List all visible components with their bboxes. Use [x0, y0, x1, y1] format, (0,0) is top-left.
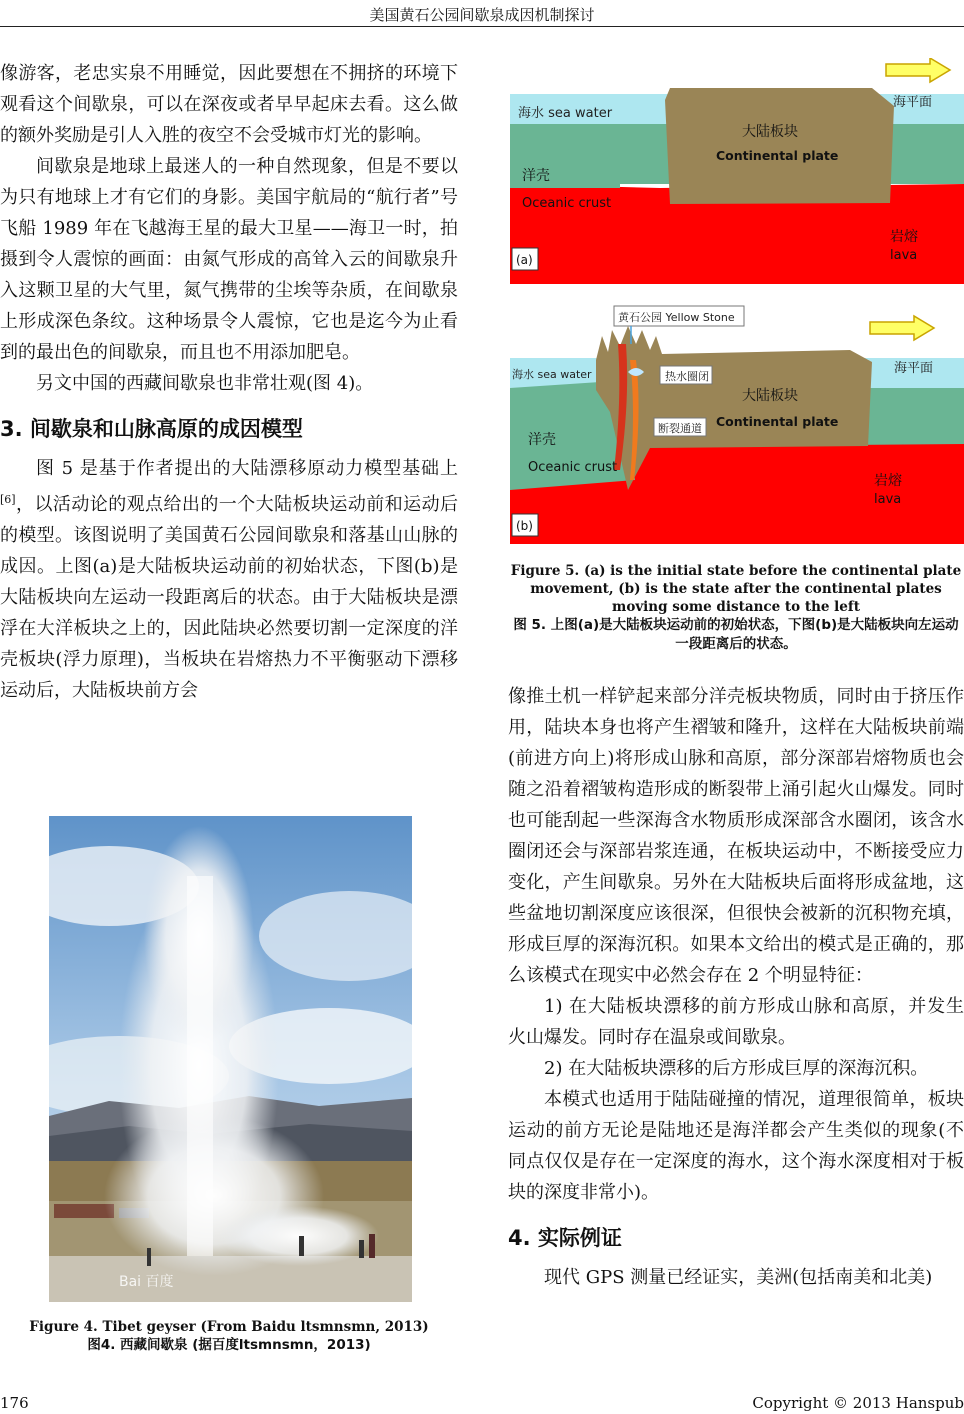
5b-plate-zh-label: 大陆板块 [742, 388, 798, 404]
5b-crust-zh-label: 洋壳 [528, 432, 556, 448]
figure-5-caption [508, 562, 964, 654]
5b-lava-en-label: lava [874, 492, 902, 507]
figure-5a [510, 58, 964, 284]
right-paragraph-1: 像推土机一样铲起来部分洋壳板块物质，同时由于挤压作用，陆块本身也将产生褶皱和隆升，这样在大陆板块前端(前进方向上)将形成山脉和高原，部分深部岩熔物质也会随之沿着褶皱构造形成的断裂带上涌引起火山爆发。同时也可能刮起一些深海含水物质形成深部含水圈闭，该含水圈闭还会与深部岩浆连通，在板块运动中，不断接受应力变化，产生间歇泉。另外在大陆板块后面将形成盆地，这些盆地切割深度应该很深，但很快会被新的沉积物充填，形成巨厚的深海沉积。如果本文给出的模式是正确的，那么该模式在现实中必然会存在 2 个明显特征： [508, 686, 964, 986]
feature-item-2: 2) 在大陆板块漂移的后方形成巨厚的深海沉积。 [544, 1058, 929, 1079]
figure-4-caption [0, 1318, 458, 1355]
photo-watermark: Bai 百度 [119, 1274, 174, 1290]
5a-panel-label: (a) [516, 253, 533, 267]
copyright: Copyright © 2013 Hanspub [752, 1394, 964, 1412]
citation-ref[interactable]: [6] [0, 493, 16, 506]
right-paragraph-3: 现代 GPS 测量已经证实，美洲(包括南美和北美) [544, 1267, 933, 1288]
right-paragraph-2: 本模式也适用于陆陆碰撞的情况，道理很简单，板块运动的前方无论是陆地还是海洋都会产生类似的现象(不同点仅仅是存在一定深度的海水，这个海水深度相对于板块的深度非常小)。 [508, 1089, 964, 1203]
5a-lava-zh-label: 岩熔 [890, 229, 918, 245]
para4-text-a: 图 5 是基于作者提出的大陆漂移原动力模型基础上 [36, 458, 458, 479]
figure-4-caption-zh: 图4. 西藏间歇泉 (据百度ltsmnsmn，2013) [87, 1337, 371, 1353]
5a-crust-en-label: Oceanic crust [522, 196, 612, 211]
feature-item-1: 1) 在大陆板块漂移的前方形成山脉和高原，并发生火山爆发。同时存在温泉或间歇泉。 [508, 996, 964, 1048]
5b-yellowstone-label: 黄石公园 Yellow Stone [618, 311, 735, 324]
5a-plate-en-label: Continental plate [716, 148, 839, 163]
para4-text-b: ，以活动论的观点给出的一个大陆板块运动前和运动后的模型。该图说明了美国黄石公园间歇泉和落基山山脉的成因。上图(a)是大陆板块运动前的初始状态，下图(b)是大陆板块向左运动一段距离后的状态。由于大陆板块是漂浮在大洋板块之上的，因此陆块必然要切割一定深度的洋壳板块(浮力原理)，当板块在岩熔热力不平衡驱动下漂移运动后，大陆板块前方会 [0, 494, 458, 701]
5a-lava-en-label: lava [890, 248, 918, 263]
header-rule [0, 26, 964, 27]
5a-plate-zh-label: 大陆板块 [742, 124, 798, 140]
tibet-geyser-photo [49, 816, 412, 1302]
5b-lava-zh-label: 岩熔 [874, 473, 902, 489]
figure-5-caption-zh: 图 5. 上图(a)是大陆板块运动前的初始状态，下图(b)是大陆板块向左运动一段距离后的状态。 [513, 617, 959, 652]
left-paragraph-1: 像游客，老忠实泉不用睡觉，因此要想在不拥挤的环境下观看这个间歇泉，可以在深夜或者早早起床去看。这么做的额外奖励是引人入胜的夜空不会受城市灯光的影响。 [0, 63, 458, 146]
right-column [508, 681, 964, 1293]
5b-plate-en-label: Continental plate [716, 414, 839, 429]
5a-crust-zh-label: 洋壳 [522, 168, 550, 184]
5b-fault-channel-label: 断裂通道 [658, 422, 702, 435]
left-column [0, 58, 458, 706]
running-title: 美国黄石公园间歇泉成因机制探讨 [369, 6, 595, 24]
section-4-heading: 4. 实际例证 [508, 1226, 622, 1250]
left-paragraph-2: 间歇泉是地球上最迷人的一种自然现象，但是不要以为只有地球上才有它们的身影。美国宇航局的“航行者”号飞船 1989 年在飞越海王星的最大卫星——海卫一时，拍摄到令人震惊的画面：由氮气形成的高耸入云的间歇泉升入这颗卫星的大气里，氮气携带的尘埃等杂质，在间歇泉上形成深色条纹。这种场景令人震惊，它也是迄今为止看到的最出色的间歇泉，而且也不用添加肥皂。 [0, 156, 458, 363]
5b-sea-level-label: 海平面 [894, 361, 934, 376]
page-number: 176 [0, 1394, 29, 1412]
5a-sea-water-label: 海水 sea water [518, 106, 613, 121]
5b-hot-water-trap-label: 热水圈闭 [665, 370, 709, 383]
5b-crust-en-label: Oceanic crust [528, 460, 618, 475]
left-paragraph-3: 另文中国的西藏间歇泉也非常壮观(图 4)。 [36, 373, 374, 394]
section-3-heading: 3. 间歇泉和山脉高原的成因模型 [0, 417, 303, 441]
5b-sea-water-label: 海水 sea water [512, 368, 592, 381]
figure-4-caption-en: Figure 4. Tibet geyser (From Baidu ltsmnsmn, 2013) [29, 1319, 429, 1335]
left-paragraph-4 [0, 453, 458, 706]
5a-sea-level-label: 海平面 [893, 95, 933, 110]
figure-5b [510, 300, 964, 544]
5b-panel-label: (b) [516, 519, 533, 533]
figure-5-caption-en: Figure 5. (a) is the initial state before the continental plate movement, (b) is the state after the continental plates moving some distance to the left [510, 563, 962, 615]
